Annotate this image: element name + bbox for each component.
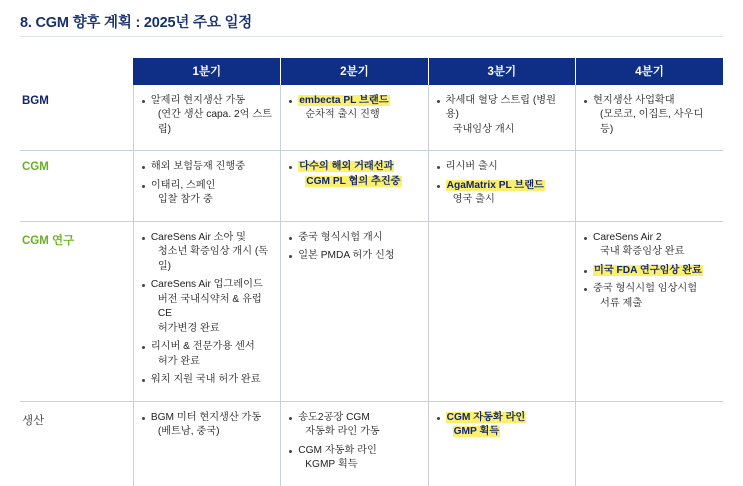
bullet-list bbox=[142, 231, 274, 388]
empty-cell bbox=[437, 231, 569, 241]
bullet-continuation: 버전 국내식약처 & 유럽 CE bbox=[157, 293, 262, 320]
bullet-continuation: (모로코, 이집트, 사우디 등) bbox=[600, 109, 704, 135]
bullet-continuation: 청소년 확증임상 개시 (독일) bbox=[157, 246, 269, 272]
table-body bbox=[20, 85, 723, 486]
bullet-text: 해외 보험등재 진행중 bbox=[150, 161, 246, 173]
table-row bbox=[20, 151, 723, 221]
bullet-text: CareSens Air 소아 및 bbox=[150, 231, 247, 243]
bullet-list bbox=[142, 94, 274, 137]
bullet-text: 미국 FDA 연구임상 완료 bbox=[594, 264, 702, 276]
bullet-list bbox=[289, 231, 421, 264]
bullet-continuation: 순차적 출시 진행 bbox=[305, 109, 380, 121]
bullet-list bbox=[437, 411, 569, 440]
cell-r0-q2 bbox=[281, 85, 428, 151]
bullet-continuation: 영국 출시 bbox=[452, 194, 495, 206]
bullet-continuation-text: GMP 획득 bbox=[453, 426, 500, 438]
bullet-text: BGM 미터 현지생산 가동 bbox=[150, 411, 262, 423]
bullet-item bbox=[142, 373, 274, 387]
bullet-item bbox=[289, 160, 421, 189]
bullet-item bbox=[142, 231, 274, 274]
bullet-item bbox=[289, 444, 421, 473]
page-title: 8. CGM 향후 계획 : 2025년 주요 일정 bbox=[20, 15, 253, 31]
header-quarter-3: 3분기 bbox=[428, 58, 575, 85]
header-corner bbox=[20, 58, 133, 85]
bullet-text: AgaMatrix PL 브랜드 bbox=[446, 179, 544, 191]
bullet-text: 다수의 해외 거래선과 bbox=[299, 161, 394, 173]
table-row bbox=[20, 221, 723, 401]
cell-r0-q4 bbox=[576, 85, 723, 151]
bullet-item bbox=[142, 94, 274, 137]
bullet-item bbox=[289, 231, 421, 245]
cell-r1-q1 bbox=[133, 151, 280, 221]
bullet-item bbox=[142, 278, 274, 336]
cell-r2-q1 bbox=[133, 221, 280, 401]
bullet-text: 현지생산 사업확대 bbox=[593, 95, 675, 106]
bullet-continuation: (베트남, 중국) bbox=[157, 426, 220, 438]
bullet-list bbox=[584, 231, 717, 311]
bullet-item bbox=[142, 340, 274, 369]
cell-r0-q1 bbox=[133, 85, 280, 151]
cell-r1-q3 bbox=[428, 151, 575, 221]
bullet-continuation: 입찰 참가 중 bbox=[157, 194, 213, 206]
bullet-continuation-text: CGM PL 협의 추진중 bbox=[306, 175, 401, 187]
bullet-text: CareSens Air 2 bbox=[593, 231, 662, 243]
bullet-text: 이태리, 스페인 bbox=[150, 179, 216, 191]
bullet-text: 워치 지원 국내 허가 완료 bbox=[150, 374, 261, 386]
bullet-continuation: 서류 제출 bbox=[600, 297, 643, 309]
bullet-item bbox=[584, 282, 717, 311]
bullet-item bbox=[142, 411, 274, 440]
bullet-continuation: 국내 확증임상 완료 bbox=[600, 246, 685, 258]
bullet-list bbox=[437, 94, 569, 137]
bullet-text: CGM 자동화 라인 bbox=[298, 444, 377, 456]
cell-r3-q1 bbox=[133, 401, 280, 485]
cell-r2-q4 bbox=[576, 221, 723, 401]
row-label-0: BGM bbox=[20, 85, 133, 151]
row-label-1: CGM bbox=[20, 151, 133, 221]
bullet-item bbox=[142, 160, 274, 174]
bullet-text: 차세대 혈당 스트립 (병원용) bbox=[445, 95, 556, 121]
bullet-continuation: 허가 완료 bbox=[157, 355, 201, 367]
bullet-list bbox=[584, 94, 717, 137]
bullet-continuation bbox=[298, 175, 421, 189]
cell-r0-q3 bbox=[428, 85, 575, 151]
bullet-text: 알제리 현지생산 가동 bbox=[150, 95, 246, 106]
header-quarter-2: 2분기 bbox=[281, 58, 428, 85]
bullet-text: CareSens Air 업그레이드 bbox=[150, 279, 263, 291]
bullet-text: embecta PL 브랜드 bbox=[299, 95, 389, 106]
empty-cell bbox=[584, 411, 717, 421]
table-row bbox=[20, 401, 723, 485]
bullet-list bbox=[289, 160, 421, 189]
bullet-list bbox=[289, 94, 421, 123]
bullet-item bbox=[437, 179, 569, 208]
title-divider bbox=[20, 36, 723, 37]
bullet-text: CGM 자동화 라인 bbox=[446, 411, 526, 423]
bullet-list bbox=[142, 160, 274, 207]
bullet-text: 중국 형식시험 개시 bbox=[298, 231, 383, 243]
bullet-item bbox=[437, 160, 569, 174]
table-header bbox=[20, 58, 723, 85]
bullet-item bbox=[289, 411, 421, 440]
bullet-continuation: 국내임상 개시 bbox=[452, 123, 515, 135]
bullet-item bbox=[437, 94, 569, 137]
bullet-continuation: 자동화 라인 가동 bbox=[305, 426, 380, 438]
bullet-continuation: KGMP 획득 bbox=[305, 459, 358, 471]
cell-r2-q2 bbox=[281, 221, 428, 401]
bullet-text: 리시버 출시 bbox=[445, 161, 498, 173]
bullet-continuation bbox=[446, 425, 569, 439]
bullet-item bbox=[437, 411, 569, 440]
header-quarter-1: 1분기 bbox=[133, 58, 280, 85]
cell-r3-q3 bbox=[428, 401, 575, 485]
cell-r2-q3 bbox=[428, 221, 575, 401]
cell-r3-q4 bbox=[576, 401, 723, 485]
bullet-continuation: (연간 생산 capa. 2억 스트립) bbox=[157, 109, 273, 135]
bullet-item bbox=[289, 249, 421, 263]
cell-r1-q2 bbox=[281, 151, 428, 221]
schedule-table bbox=[20, 58, 723, 486]
bullet-text: 일본 PMDA 허가 신청 bbox=[298, 250, 395, 262]
bullet-item bbox=[584, 94, 717, 137]
bullet-item bbox=[142, 179, 274, 208]
bullet-item bbox=[584, 264, 717, 278]
bullet-continuation: 허가변경 완료 bbox=[157, 322, 220, 334]
cell-r3-q2 bbox=[281, 401, 428, 485]
table-row bbox=[20, 85, 723, 151]
bullet-item bbox=[584, 231, 717, 260]
header-quarter-4: 4분기 bbox=[576, 58, 723, 85]
bullet-list bbox=[142, 411, 274, 440]
empty-cell bbox=[584, 160, 717, 170]
cell-r1-q4 bbox=[576, 151, 723, 221]
bullet-text: 리시버 & 전문가용 센서 bbox=[150, 341, 255, 353]
bullet-list bbox=[437, 160, 569, 207]
row-label-2: CGM 연구 bbox=[20, 221, 133, 401]
bullet-text: 중국 형식시험 임상시험 bbox=[593, 283, 698, 295]
row-label-3: 생산 bbox=[20, 401, 133, 485]
bullet-text: 송도2공장 CGM bbox=[298, 411, 370, 423]
bullet-item bbox=[289, 94, 421, 123]
bullet-list bbox=[289, 411, 421, 473]
